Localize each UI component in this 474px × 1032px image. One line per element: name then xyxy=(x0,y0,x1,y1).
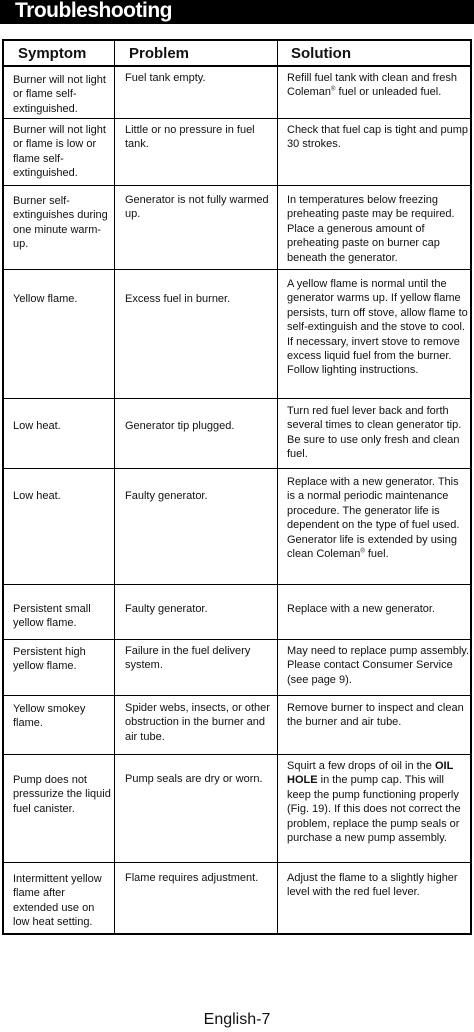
row5-problem: Generator tip plugged. xyxy=(125,420,235,432)
row-divider xyxy=(4,862,470,863)
row-divider xyxy=(4,118,470,119)
row3-symptom: Burner self-extinguishes during one minute warm-up. xyxy=(13,195,108,251)
row3-solution: In temperatures below freezing preheating paste may be required. Place a generous amount of preheating paste on burner cap beneath the generator. xyxy=(287,194,455,264)
row1-solution: Refill fuel tank with clean and fresh Coleman® fuel or unleaded fuel. xyxy=(287,72,457,99)
row-divider xyxy=(4,695,470,696)
row11-solution: Adjust the flame to a slightly higher level with the red fuel lever. xyxy=(287,872,458,899)
row8-solution: May need to replace pump assembly. Please contact Consumer Service (see page 9). xyxy=(287,645,469,686)
row9-problem: Spider webs, insects, or other obstruction in the burner and air tube. xyxy=(125,702,270,743)
title-bar xyxy=(0,0,474,24)
header-divider xyxy=(4,65,470,67)
page-title: Troubleshooting xyxy=(15,0,172,22)
row10-solution: Squirt a few drops of oil in the OIL HOLE in the pump cap. This will keep the pump functioning properly (Fig. 19). If this does not correct the problem, replace the pump seals or purchase a new pump assembly. xyxy=(287,760,461,845)
row1-problem: Fuel tank empty. xyxy=(125,72,206,84)
row11-problem: Flame requires adjustment. xyxy=(125,872,259,884)
row2-solution: Check that fuel cap is tight and pump 30 strokes. xyxy=(287,124,468,151)
row-divider xyxy=(4,468,470,469)
troubleshooting-table xyxy=(2,39,472,935)
row1-symptom: Burner will not light or flame self-extinguished. xyxy=(13,74,106,115)
row7-solution: Replace with a new generator. xyxy=(287,603,435,615)
row6-solution: Replace with a new generator. This is a normal periodic maintenance procedure. The generator life is dependent on the type of fuel used. Generator life is extended by using clean Coleman® fuel. xyxy=(287,476,460,561)
row2-problem: Little or no pressure in fuel tank. xyxy=(125,124,255,151)
row4-solution: A yellow flame is normal until the generator warms up. If yellow flame persists, turn off stove, allow flame to self-extinguish and the stove to cool. If necessary, invert stove to remove excess liquid fuel from the burner. Follow lighting instructions. xyxy=(287,278,468,377)
row8-problem: Failure in the fuel delivery system. xyxy=(125,645,251,672)
row4-problem: Excess fuel in burner. xyxy=(125,293,231,305)
row9-solution: Remove burner to inspect and clean the burner and air tube. xyxy=(287,702,464,729)
header-problem: Problem xyxy=(129,45,190,62)
row2-symptom: Burner will not light or flame is low or flame self-extinguished. xyxy=(13,124,106,180)
header-symptom: Symptom xyxy=(18,45,87,62)
row9-symptom: Yellow smokey flame. xyxy=(13,703,86,730)
row10-symptom: Pump does not pressurize the liquid fuel canister. xyxy=(13,774,111,815)
header-solution: Solution xyxy=(291,45,351,62)
row-divider xyxy=(4,584,470,585)
row7-symptom: Persistent small yellow flame. xyxy=(13,603,91,630)
row6-problem: Faulty generator. xyxy=(125,490,208,502)
page-footer: English-7 xyxy=(203,1011,271,1028)
row4-symptom: Yellow flame. xyxy=(13,293,78,305)
row6-symptom: Low heat. xyxy=(13,490,61,502)
row10-problem: Pump seals are dry or worn. xyxy=(125,773,263,785)
row7-problem: Faulty generator. xyxy=(125,603,208,615)
row-divider xyxy=(4,754,470,755)
row5-symptom: Low heat. xyxy=(13,420,61,432)
row-divider xyxy=(4,269,470,270)
row8-symptom: Persistent high yellow flame. xyxy=(13,646,86,673)
row-divider xyxy=(4,398,470,399)
column-divider xyxy=(114,41,115,933)
row5-solution: Turn red fuel lever back and forth several times to clean generator tip. Be sure to use only fresh and clean fuel. xyxy=(287,405,462,461)
row-divider xyxy=(4,639,470,640)
row3-problem: Generator is not fully warmed up. xyxy=(125,194,269,221)
row-divider xyxy=(4,185,470,186)
row11-symptom: Intermittent yellow flame after extended use on low heat setting. xyxy=(13,873,102,929)
column-divider xyxy=(277,41,278,933)
